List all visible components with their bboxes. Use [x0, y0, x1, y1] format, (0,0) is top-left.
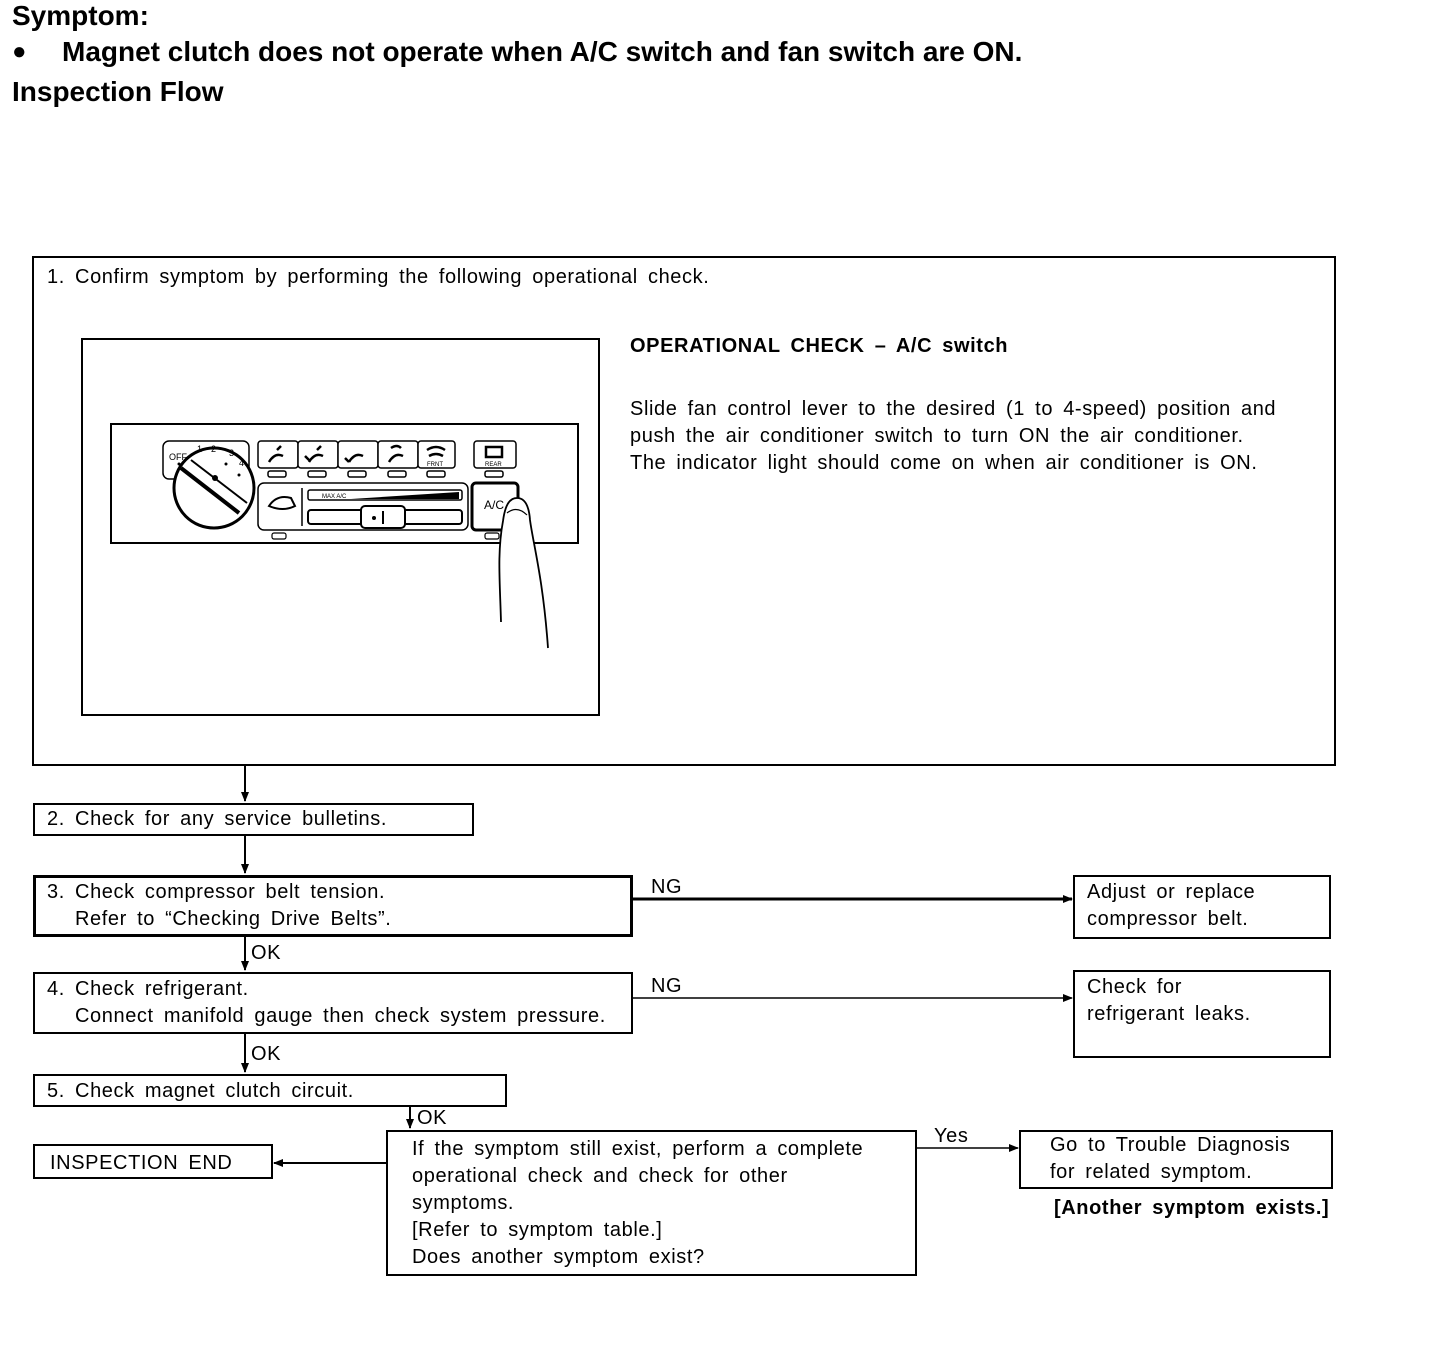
decision-line-1: If the symptom still exist, perform a complete — [412, 1138, 864, 1160]
fan-label-3: 3 — [229, 448, 235, 458]
step3-ng-label: NG — [651, 876, 683, 898]
step4-ok-label: OK — [251, 1043, 282, 1065]
step4-ng-label: NG — [651, 975, 683, 997]
fan-label-2: 2 — [211, 444, 217, 454]
symptom-heading: Symptom: — [12, 0, 149, 31]
result4-line-1: Check for — [1087, 976, 1182, 998]
frnt-label: FRNT — [427, 462, 443, 468]
step2-text: 2. Check for any service bulletins. — [47, 808, 388, 830]
trouble-line-1: Go to Trouble Diagnosis — [1050, 1134, 1291, 1156]
ac-button-label: A/C — [484, 498, 505, 512]
operational-check-line-1: Slide fan control lever to the desired (1 to 4-speed) position and — [630, 398, 1277, 420]
ac-control-panel-illustration — [81, 338, 600, 716]
step5-text: 5. Check magnet clutch circuit. — [47, 1080, 354, 1102]
step3-line-1: 3. Check compressor belt tension. — [47, 881, 386, 903]
result3-line-1: Adjust or replace — [1087, 881, 1256, 903]
fan-label-4: 4 — [239, 458, 245, 468]
another-symptom-caption: [Another symptom exists.] — [1054, 1197, 1330, 1219]
operational-check-line-2: push the air conditioner switch to turn ON the air conditioner. — [630, 425, 1244, 447]
result4-line-2: refrigerant leaks. — [1087, 1003, 1251, 1025]
fan-label-1: 1 — [197, 444, 203, 454]
bullet-icon: ● — [12, 38, 27, 65]
fan-label-off: OFF — [169, 452, 187, 462]
operational-check-line-3: The indicator light should come on when air conditioner is ON. — [630, 452, 1258, 474]
result3-line-2: compressor belt. — [1087, 908, 1249, 930]
step4-line-1: 4. Check refrigerant. — [47, 978, 249, 1000]
yes-label: Yes — [934, 1125, 969, 1147]
inspection-flow-heading: Inspection Flow — [12, 76, 224, 107]
operational-check-title: OPERATIONAL CHECK – A/C switch — [630, 335, 1009, 357]
trouble-line-2: for related symptom. — [1050, 1161, 1253, 1183]
symptom-description: Magnet clutch does not operate when A/C switch and fan switch are ON. — [62, 36, 1023, 67]
decision-line-4: [Refer to symptom table.] — [412, 1219, 663, 1241]
decision-line-5: Does another symptom exist? — [412, 1246, 705, 1268]
decision-line-3: symptoms. — [412, 1192, 515, 1214]
step5-ok-label: OK — [417, 1107, 448, 1129]
step3-line-2: Refer to “Checking Drive Belts”. — [75, 908, 392, 930]
rear-label: REAR — [485, 462, 502, 468]
step1-text: 1. Confirm symptom by performing the following operational check. — [47, 266, 710, 288]
max-ac-label: MAX A/C — [322, 494, 347, 500]
inspection-end-text: INSPECTION END — [50, 1152, 233, 1174]
decision-line-2: operational check and check for other — [412, 1165, 788, 1187]
step4-line-2: Connect manifold gauge then check system pressure. — [75, 1005, 606, 1027]
step3-ok-label: OK — [251, 942, 282, 964]
